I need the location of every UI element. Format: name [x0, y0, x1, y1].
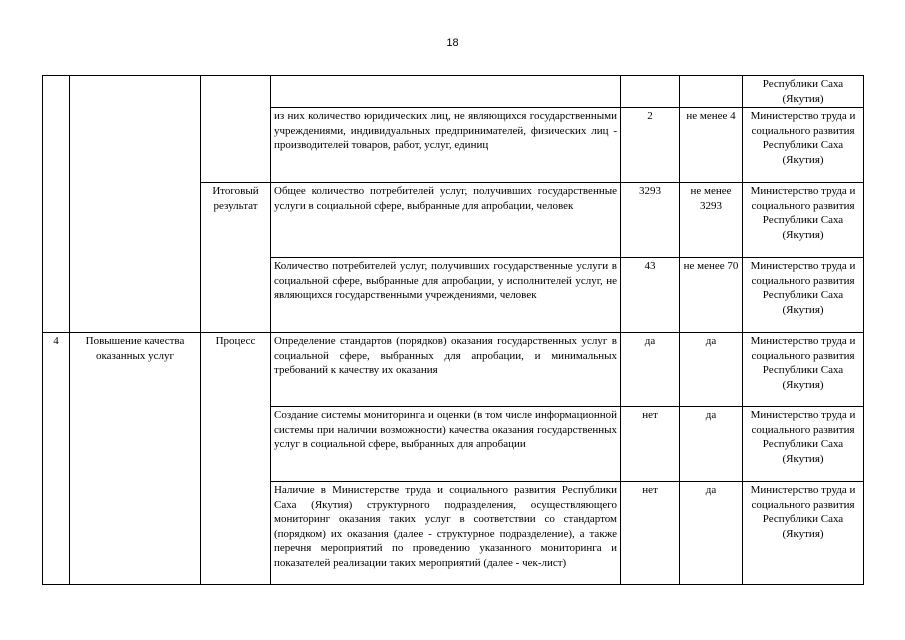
indicator-cell: Определение стандартов (порядков) оказания государственных услуг в социальной сфере, выбранных для апробации, и минимальных требований к качеству их оказания: [271, 333, 621, 407]
indicator-cell: Количество потребителей услуг, получивших государственные услуги в социальной сфере, выбранные для апробации, у исполнителей услуг, не являющихся государственными учреждениями, человек: [271, 258, 621, 333]
target-value-cell: не менее 70: [680, 258, 743, 333]
row-number-cell: [43, 76, 70, 333]
responsible-cell: Министерство труда и социального развития Республики Саха (Якутия): [743, 407, 864, 482]
indicator-type-cell: [201, 76, 271, 183]
responsible-cell: Министерство труда и социального развития Республики Саха (Якутия): [743, 333, 864, 407]
indicator-type-cell: Итоговый результат: [201, 183, 271, 333]
base-value-cell: нет: [621, 407, 680, 482]
target-value-cell: да: [680, 407, 743, 482]
target-value-cell: да: [680, 482, 743, 585]
responsible-cell: Министерство труда и социального развития Республики Саха (Якутия): [743, 258, 864, 333]
page-number: 18: [446, 37, 459, 49]
responsible-cell: Министерство труда и социального развития Республики Саха (Якутия): [743, 482, 864, 585]
base-value-cell: [621, 76, 680, 108]
responsible-cell: Министерство труда и социального развития Республики Саха (Якутия): [743, 108, 864, 183]
indicator-cell: Наличие в Министерстве труда и социального развития Республики Саха (Якутия) структурного подразделения, осуществляющего мониторинг оказания таких услуг в соответствии со стандартом (порядком) их оказания (далее - структурное подразделение), а также перечня мероприятий по проведению указанного мониторинга и показателей реализации таких мероприятий (далее - чек-лист): [271, 482, 621, 585]
table-row: [43, 76, 864, 108]
base-value-cell: да: [621, 333, 680, 407]
indicator-cell: из них количество юридических лиц, не являющихся государственными учреждениями, индивидуальных предпринимателей, физических лиц - производителей товаров, работ, услуг, единиц: [271, 108, 621, 183]
table-row: [43, 333, 864, 407]
base-value-cell: 3293: [621, 183, 680, 258]
task-cell: [70, 76, 201, 333]
indicator-type-cell: Процесс: [201, 333, 271, 585]
indicators-table: [42, 75, 864, 585]
target-value-cell: не менее 3293: [680, 183, 743, 258]
base-value-cell: 43: [621, 258, 680, 333]
target-value-cell: не менее 4: [680, 108, 743, 183]
indicator-cell: Создание системы мониторинга и оценки (в том числе информационной системы при наличии возможности) качества оказания государственных услуг в социальной сфере, выбранных для апробации: [271, 407, 621, 482]
base-value-cell: нет: [621, 482, 680, 585]
responsible-cell: Министерство труда и социального развития Республики Саха (Якутия): [743, 183, 864, 258]
target-value-cell: [680, 76, 743, 108]
base-value-cell: 2: [621, 108, 680, 183]
target-value-cell: да: [680, 333, 743, 407]
responsible-cell: Республики Саха (Якутия): [743, 76, 864, 108]
indicator-cell: [271, 76, 621, 108]
task-cell: Повышение качества оказанных услуг: [70, 333, 201, 585]
indicator-cell: Общее количество потребителей услуг, получивших государственные услуги в социальной сфере, выбранные для апробации, человек: [271, 183, 621, 258]
row-number-cell: 4: [43, 333, 70, 585]
